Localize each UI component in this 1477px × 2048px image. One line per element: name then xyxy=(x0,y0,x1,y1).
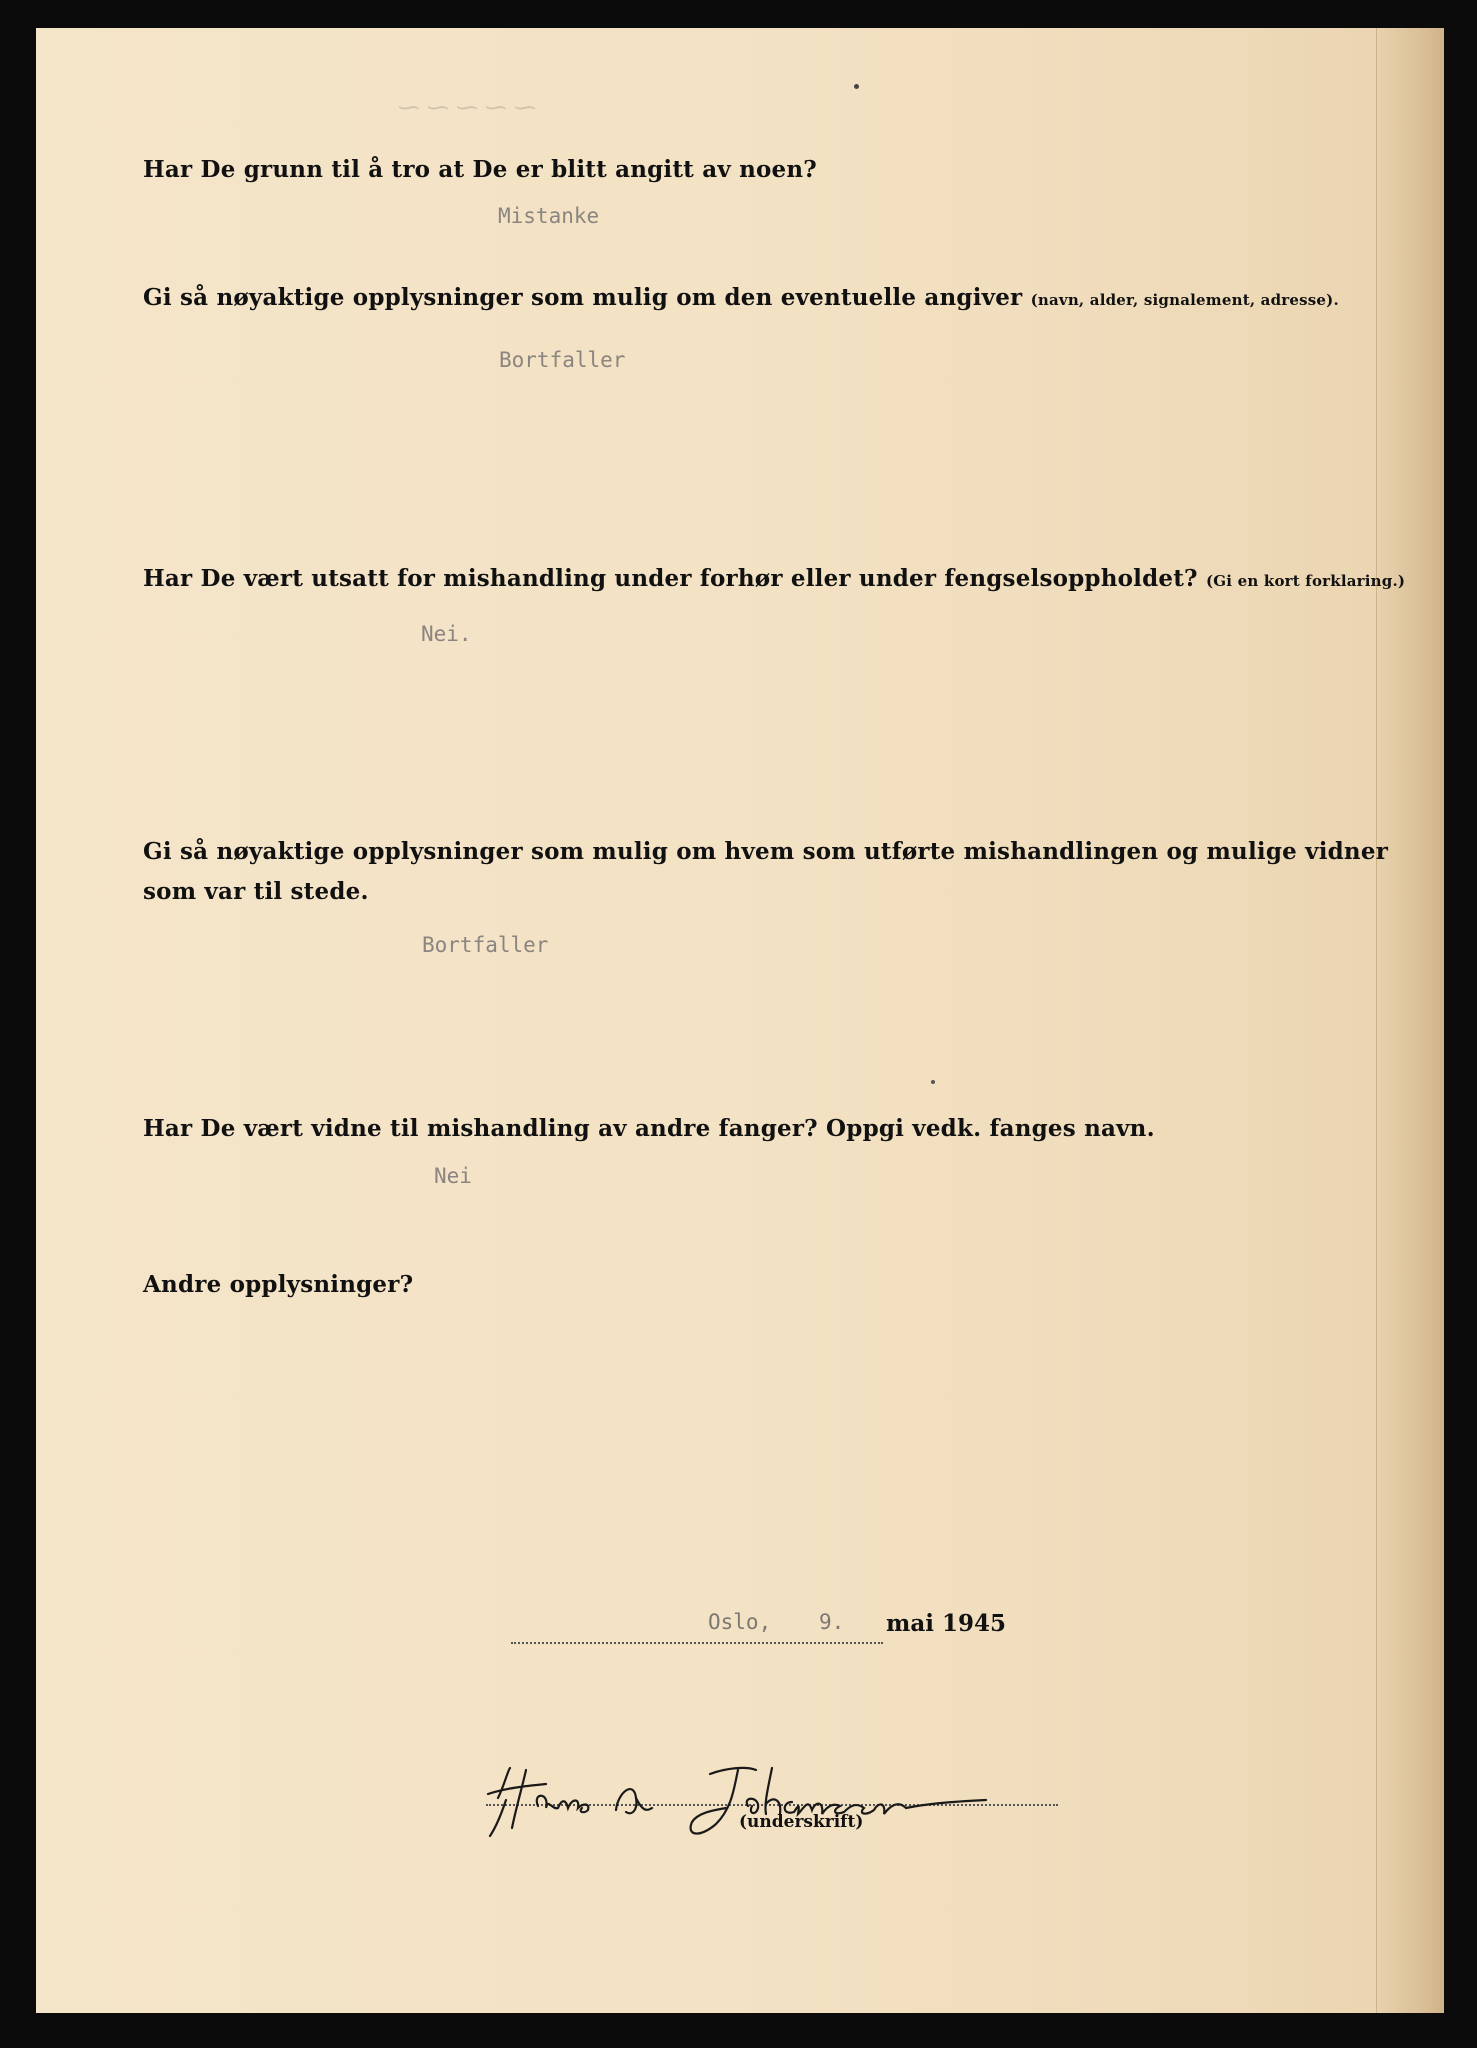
question-utforte: Gi så nøyaktige opplysninger som mulig om hvem som utførte mishandlingen og mulige vidner xyxy=(143,838,1389,865)
date-month-year: mai 1945 xyxy=(886,1610,1006,1637)
signature-name-hidden: Hans A. Johansen xyxy=(486,1758,494,1759)
answer-angitt[interactable]: Mistanke xyxy=(498,204,600,228)
bleed-through-text: ⁓ ⁓ ⁓ ⁓ ⁓ xyxy=(398,96,536,121)
answer-angiver[interactable]: Bortfaller xyxy=(499,348,626,372)
question-mishandling xyxy=(143,565,1405,592)
question-vidne: Har De vært vidne til mishandling av andre fanger? Oppgi vedk. fanges navn. xyxy=(143,1115,1155,1142)
paper-edge xyxy=(1376,28,1444,2013)
date-line xyxy=(511,1642,883,1644)
answer-utforte[interactable]: Bortfaller xyxy=(422,933,549,957)
date-place[interactable]: Oslo, xyxy=(708,1610,772,1634)
signature-label: (underskrift) xyxy=(739,1812,864,1832)
question-utforte-line2: som var til stede. xyxy=(143,878,369,905)
question-angiver xyxy=(143,284,1339,311)
date-day[interactable]: 9. xyxy=(819,1610,845,1634)
document-page xyxy=(36,28,1444,2013)
question-mishandling-text: Har De vært utsatt for mishandling under forhør eller under fengselsoppholdet? xyxy=(143,565,1198,592)
paper-speck xyxy=(854,84,859,89)
question-andre: Andre opplysninger? xyxy=(143,1271,414,1298)
answer-mishandling[interactable]: Nei. xyxy=(421,622,472,646)
question-angiver-note: (navn, alder, signalement, adresse). xyxy=(1030,291,1339,309)
question-angiver-text: Gi så nøyaktige opplysninger som mulig om den eventuelle angiver xyxy=(143,284,1023,311)
question-angitt: Har De grunn til å tro at De er blitt angitt av noen? xyxy=(143,156,817,183)
paper-speck xyxy=(931,1080,935,1084)
question-mishandling-note: (Gi en kort forklaring.) xyxy=(1205,572,1406,590)
answer-vidne[interactable]: Nei xyxy=(434,1164,472,1188)
